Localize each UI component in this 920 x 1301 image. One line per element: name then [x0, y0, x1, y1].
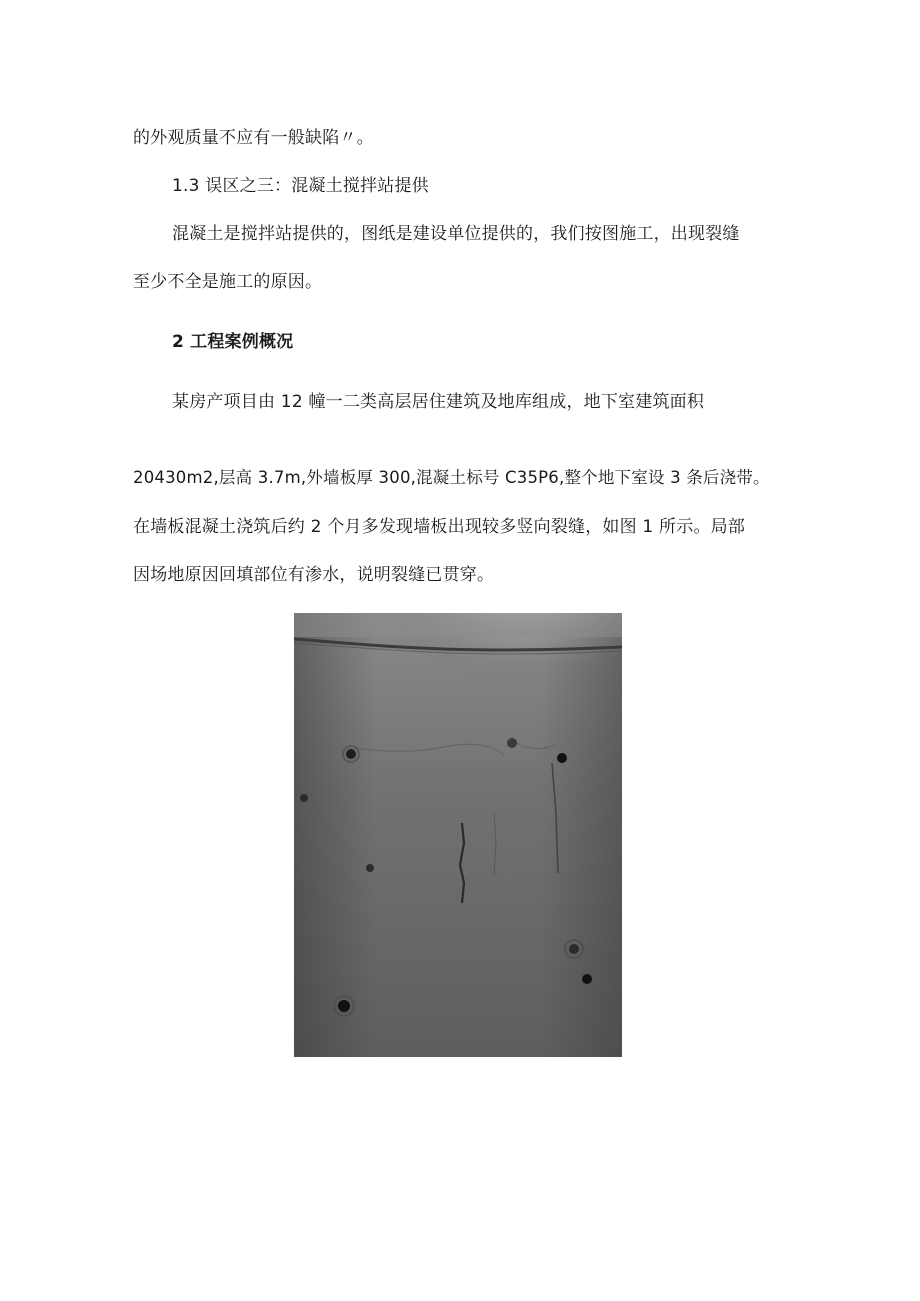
- paragraph-line-2: 混凝土是搅拌站提供的，图纸是建设单位提供的，我们按图施工，出现裂缝: [172, 224, 740, 244]
- paragraph-line-7: 因场地原因回填部位有渗水，说明裂缝已贯穿。: [133, 565, 495, 585]
- paragraph-line-4: 某房产项目由 12 幢一二类高层居住建筑及地库组成，地下室建筑面积: [172, 392, 705, 412]
- section-heading-2: 2 工程案例概况: [172, 332, 294, 352]
- wall-crack-photo: [294, 613, 622, 1057]
- paragraph-line-3: 至少不全是施工的原因。: [133, 272, 323, 292]
- paragraph-line-1: 的外观质量不应有一般缺陷〃。: [133, 128, 374, 148]
- paragraph-line-5: 20430m2,层高 3.7m,外墙板厚 300,混凝土标号 C35P6,整个地下室设 3 条后浇带。: [133, 468, 770, 487]
- section-heading-1-3: 1.3 误区之三：混凝土搅拌站提供: [172, 176, 429, 196]
- paragraph-line-6: 在墙板混凝土浇筑后约 2 个月多发现墙板出现较多竖向裂缝，如图 1 所示。局部: [133, 517, 746, 537]
